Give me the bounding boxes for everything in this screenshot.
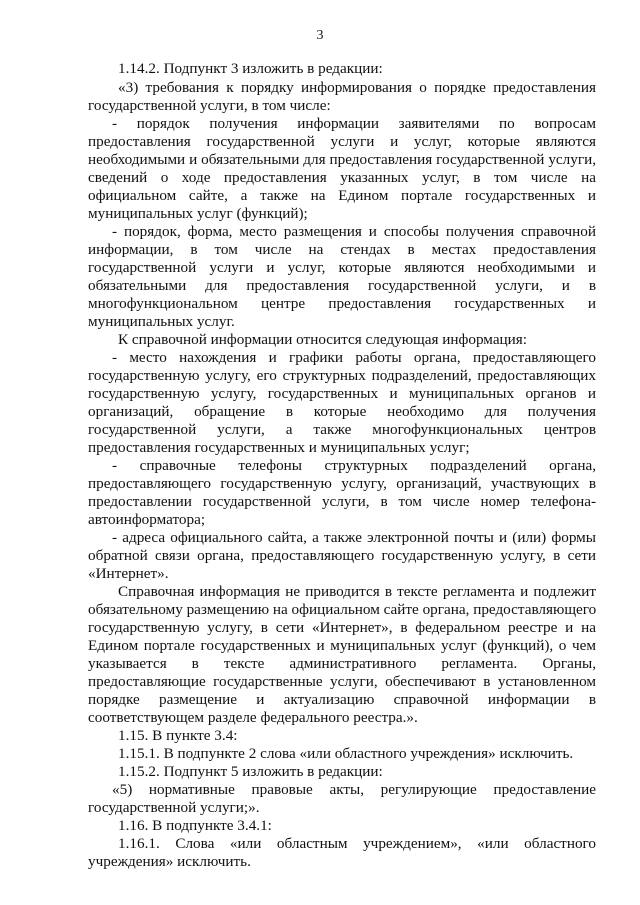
text-line: - порядок, форма, место размещения и способы получения справочной — [112, 223, 596, 240]
text-line: предоставлении государственной услуги, в том числе номер телефона- — [88, 493, 596, 510]
text-line: необходимыми и обязательными для предоставления государственной услуги, — [88, 151, 596, 168]
text-line: «3) требования к порядку информирования о порядке предоставления — [118, 79, 596, 96]
text-line: соответствующем разделе федерального реестра.». — [88, 709, 418, 726]
text-line: К справочной информации относится следующая информация: — [118, 331, 528, 348]
text-line: учреждения» исключить. — [88, 853, 251, 870]
text-line: обязательному размещению на официальном сайте органа, предоставляющего — [88, 601, 597, 618]
text-line: официальном сайте, а также на Едином портале государственных и — [88, 187, 596, 204]
text-line: государственную услугу, в сети «Интернет», в федеральном реестре и на — [88, 619, 596, 636]
text-line: Едином портале государственных и муниципальных услуг (функций), о чем — [88, 637, 596, 654]
text-line: 1.15. В пункте 3.4: — [118, 727, 238, 744]
text-line: предоставления государственных и муниципальных услуг; — [88, 439, 470, 456]
text-line: - справочные телефоны структурных подразделений органа, — [112, 457, 596, 474]
text-line: государственной услуги и услуг, которые являются необходимыми и — [88, 259, 596, 276]
text-line: 1.16.1. Слова «или областным учреждением», «или областного — [118, 835, 596, 852]
text-line: предоставляющего государственную услугу, организаций, участвующих в — [88, 475, 596, 492]
text-line: «Интернет». — [88, 565, 169, 582]
page-number: 3 — [316, 28, 324, 43]
text-line: - адреса официального сайта, а также электронной почты и (или) формы — [112, 529, 596, 546]
text-line: муниципальных услуг (функций); — [88, 205, 308, 222]
text-line: государственную услугу, его структурных подразделений, предоставляющих — [88, 367, 596, 384]
text-line: указывается в тексте административного регламента. Органы, — [88, 655, 596, 672]
text-line: - место нахождения и графики работы органа, предоставляющего — [112, 349, 596, 366]
text-line: информации, в том числе на стендах в местах предоставления — [88, 241, 596, 258]
text-line: автоинформатора; — [88, 511, 206, 528]
text-line: государственной услуги, в том числе: — [88, 97, 331, 114]
text-line: государственную услугу, государственных и муниципальных органов и — [88, 385, 596, 402]
text-line: порядке размещение и актуализацию справочной информации в — [88, 691, 596, 708]
text-line: обязательными для предоставления государственной услуги, и в — [88, 277, 596, 294]
text-line: 1.14.2. Подпункт 3 изложить в редакции: — [118, 60, 383, 77]
text-line: государственной услуги;». — [88, 799, 260, 816]
text-line: государственной услуги, а также многофункциональных центров — [88, 421, 596, 438]
text-line: 1.15.2. Подпункт 5 изложить в редакции: — [118, 763, 383, 780]
text-line: 1.16. В подпункте 3.4.1: — [118, 817, 272, 834]
text-line: предоставления государственной услуги и услуг, которые являются — [88, 133, 596, 150]
text-line: «5) нормативные правовые акты, регулирующие предоставление — [112, 781, 596, 798]
text-line: - порядок получения информации заявителями по вопросам — [112, 115, 596, 132]
text-line: многофункциональном центре предоставления государственных и — [88, 295, 596, 312]
text-line: обратной связи органа, предоставляющего государственную услугу, в сети — [88, 547, 596, 564]
text-line: предоставляющие государственные услуги, обеспечивают в установленном — [88, 673, 596, 690]
text-line: организаций, обращение в которые необходимо для получения — [88, 403, 596, 420]
text-line: сведений о ходе предоставления указанных услуг, в том числе на — [88, 169, 596, 186]
text-line: Справочная информация не приводится в тексте регламента и подлежит — [118, 583, 596, 600]
text-line: муниципальных услуг. — [88, 313, 235, 330]
text-line: 1.15.1. В подпункте 2 слова «или областного учреждения» исключить. — [118, 745, 574, 762]
